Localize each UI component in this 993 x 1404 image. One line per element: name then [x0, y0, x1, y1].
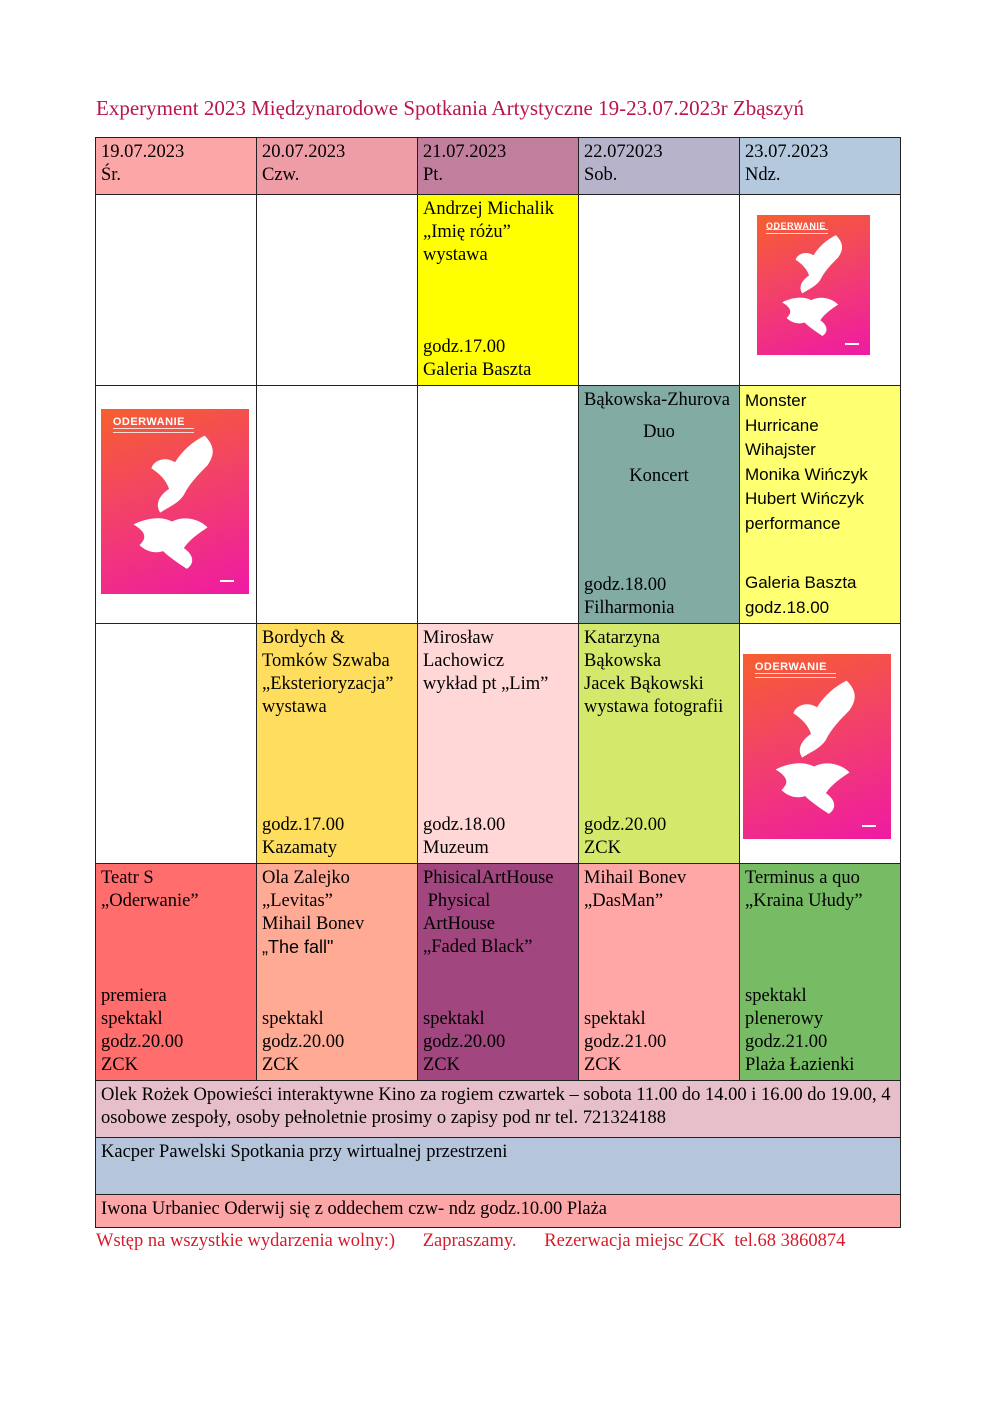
- event-bonev-dasman: Mihail Bonev „DasMan” spektakl godz.21.00 ZCK: [579, 864, 740, 1081]
- empty-cell: [96, 195, 257, 386]
- poster-title: ODERWANIE: [754, 661, 827, 674]
- header-day-2: 20.07.2023 Czw.: [257, 138, 418, 195]
- event-urbaniec: Iwona Urbaniec Oderwij się z oddechem czw- ndz godz.10.00 Plaża: [96, 1195, 901, 1228]
- poster-footer-mark: [862, 825, 876, 833]
- oderwanie-poster-image: [101, 409, 249, 594]
- wide-row-urbaniec: [96, 1195, 901, 1228]
- event-michalik: Andrzej Michalik „Imię różu” wystawa godz.17.00 Galeria Baszta: [418, 195, 579, 386]
- event-bakowscy: Katarzyna Bąkowska Jacek Bąkowski wystawa fotografii godz.20.00 ZCK: [579, 624, 740, 864]
- poster-figure-graphic: [757, 215, 870, 355]
- event-lachowicz: Mirosław Lachowicz wykład pt „Lim” godz.18.00 Muzeum: [418, 624, 579, 864]
- header-day-3: 21.07.2023 Pt.: [418, 138, 579, 195]
- event-teatr-s: Teatr S „Oderwanie” premiera spektakl godz.20.00 ZCK: [96, 864, 257, 1081]
- poster-title: ODERWANIE: [766, 220, 826, 231]
- event-zalejko-bonev: Ola Zalejko „Levitas” Mihail Bonev „The fall" spektakl godz.20.00 ZCK: [257, 864, 418, 1081]
- wide-row-rozek: [96, 1081, 901, 1138]
- header-day-1: 19.07.2023 Śr.: [96, 138, 257, 195]
- empty-cell: [579, 195, 740, 386]
- event-pawelski: Kacper Pawelski Spotkania przy wirtualnej przestrzeni: [96, 1138, 901, 1195]
- page-title: Experyment 2023 Międzynarodowe Spotkania Artystyczne 19-23.07.2023r Zbąszyń: [96, 96, 805, 120]
- event-monster-hurricane: Monster Hurricane Wihajster Monika Wińczyk Hubert Wińczyk performance Galeria Baszta godz.18.00: [740, 386, 901, 624]
- poster-figure-graphic: [101, 409, 249, 594]
- poster-figure-graphic: [743, 654, 891, 839]
- empty-cell: [257, 195, 418, 386]
- poster-title: ODERWANIE: [112, 416, 185, 429]
- empty-cell: [418, 386, 579, 624]
- empty-cell: [257, 386, 418, 624]
- header-day-4: 22.072023 Sob.: [579, 138, 740, 195]
- footer-note: Wstęp na wszystkie wydarzenia wolny:) Zapraszamy. Rezerwacja miejsc ZCK tel.68 3860874: [96, 1231, 846, 1251]
- event-rozek: Olek Rożek Opowieści interaktywne Kino za rogiem czwartek – sobota 11.00 do 14.00 i 16.00 do 19.00, 4 osobowe zespoły, osoby pełnoletnie prosimy o zapisy pod nr tel. 721324188: [96, 1081, 901, 1138]
- wide-row-pawelski: [96, 1138, 901, 1195]
- poster-footer-mark: [845, 343, 859, 351]
- header-day-5: 23.07.2023 Ndz.: [740, 138, 901, 195]
- empty-cell: [96, 624, 257, 864]
- header-row: [96, 138, 901, 195]
- event-bakowska-zhurova: Bąkowska-Zhurova Duo Koncert godz.18.00 Filharmonia: [579, 386, 740, 624]
- oderwanie-poster-image: [743, 654, 891, 839]
- event-physical-arthouse: PhisicalArtHouse Physical ArtHouse „Faded Black” spektakl godz.20.00 ZCK: [418, 864, 579, 1081]
- poster-footer-mark: [220, 580, 234, 588]
- schedule-row-4: [96, 864, 901, 1081]
- event-terminus-a-quo: Terminus a quo „Kraina Ułudy” spektakl plenerowy godz.21.00 Plaża Łazienki: [740, 864, 901, 1081]
- oderwanie-poster-image: [757, 215, 870, 355]
- event-bordych-szwaba: Bordych & Tomków Szwaba „Eksterioryzacja” wystawa godz.17.00 Kazamaty: [257, 624, 418, 864]
